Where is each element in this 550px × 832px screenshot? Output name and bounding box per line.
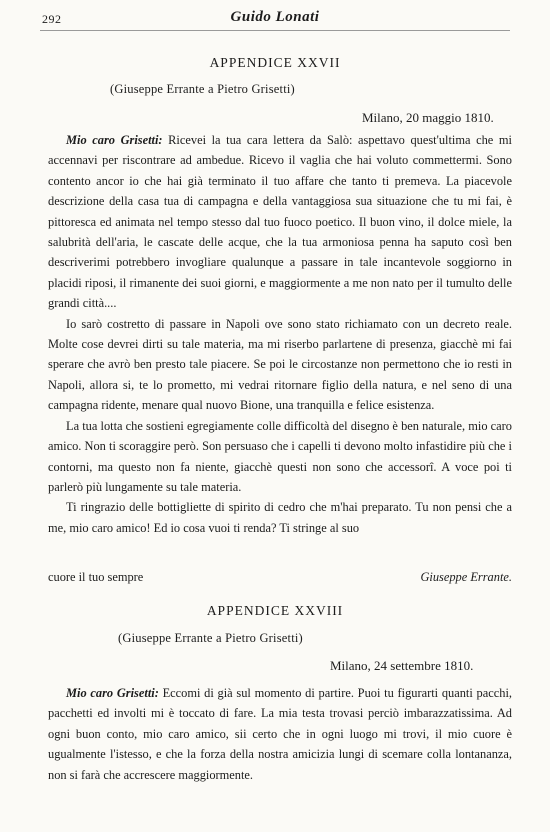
appendix-28-title: APPENDICE XXVIII xyxy=(206,603,344,618)
paragraph xyxy=(48,683,512,785)
paragraph: La tua lotta che sostieni egregiamente colle difficoltà del disegno è ben naturale, mio caro amico. Non ti scoraggire però. Son persuaso che i capelli ti devono molto infastidire più che i contorni, ma questo non fa niente, giacchè questi non sono che accessorî. A voce poi ti parlerò più lungamente su tale materia. xyxy=(48,418,512,494)
appendix-27-closing xyxy=(48,570,512,585)
salutation: Mio caro Grisetti: xyxy=(66,133,163,147)
running-head: Guido Lonati xyxy=(230,9,320,25)
appendix-27-body xyxy=(48,130,512,538)
paragraph: Ti ringrazio delle bottigliette di spirito di cedro che m'hai preparato. Tu non pensi che a me, mio caro amico! Ed io cosa vuoi ti renda? Ti stringe al suo xyxy=(48,500,512,535)
appendix-27-dateline: Milano, 20 maggio 1810. xyxy=(362,110,494,125)
paragraph-text: Ricevei la tua cara lettera da Salò: aspettavo quest'ultima che mi accennavi per riscontrare ad ambedue. Ricevo il vaglia che hai voluto commettermi. Sono contento ancor io che hai già terminato il tuo affare che tanto ti premeva. La piacevole descrizione della casa tua di campagna e della vantaggiosa sua situazione che tu mi fai, è pittoresca ed animata nel tempo stesso dal tuo fuoco poetico. Il buon vino, il dolce miele, la salubrità dell'aria, le cascate delle acque, che la tua armoniosa penna ha saputo così ben descriverimi potrebbero invogliare qualunque a passare in tale incantevole soggiorno in placidi riposi, il rimanente dei suoi giorni, e maggiormente a me non nato per il tumulto delle grandi città.... xyxy=(48,133,512,311)
page-number: 292 xyxy=(42,12,62,26)
appendix-27-title: APPENDICE XXVII xyxy=(209,55,341,70)
salutation: Mio caro Grisetti: xyxy=(66,686,159,700)
paragraph-text: Eccomi di già sul momento di partire. Puoi tu figurarti quanti pacchi, pacchetti ed involti mi è toccato di fare. La mia testa trovasi perciò imbarazzatissima. Ad ogni buon conto, mio caro amico, sii certo che in ogni luogo mi trovi, il mio cuore è ugualmente l'istesso, e che la forza della nostra amicizia lungi di scemare colla lontananza, non si farà che accrescere maggiormente. xyxy=(48,686,512,782)
paragraph: Io sarò costretto di passare in Napoli ove sono stato richiamato con un decreto reale. Molte cose devrei dirti su tale materia, ma mi riserbo parlartene di presenza, giacchè mi fai sperare che avrò ben presto tale piacere. Se poi le circostanze non permettono che io resti in Napoli, allora si, te lo prometto, mi vedrai ritornare figlio della natura, e nel seno di una campagna ridente, menare qual nuovo Bione, una tranquilla e felice esistenza. xyxy=(48,316,512,413)
appendix-28-dateline: Milano, 24 settembre 1810. xyxy=(330,658,474,673)
appendix-28-body xyxy=(48,683,512,785)
appendix-28-subtitle: (Giuseppe Errante a Pietro Grisetti) xyxy=(118,631,303,645)
signature: Giuseppe Errante. xyxy=(420,570,512,584)
appendix-27-subtitle: (Giuseppe Errante a Pietro Grisetti) xyxy=(110,82,295,96)
closing-text: cuore il tuo sempre xyxy=(48,570,144,584)
header-rule xyxy=(40,30,510,31)
paragraph xyxy=(48,130,512,314)
